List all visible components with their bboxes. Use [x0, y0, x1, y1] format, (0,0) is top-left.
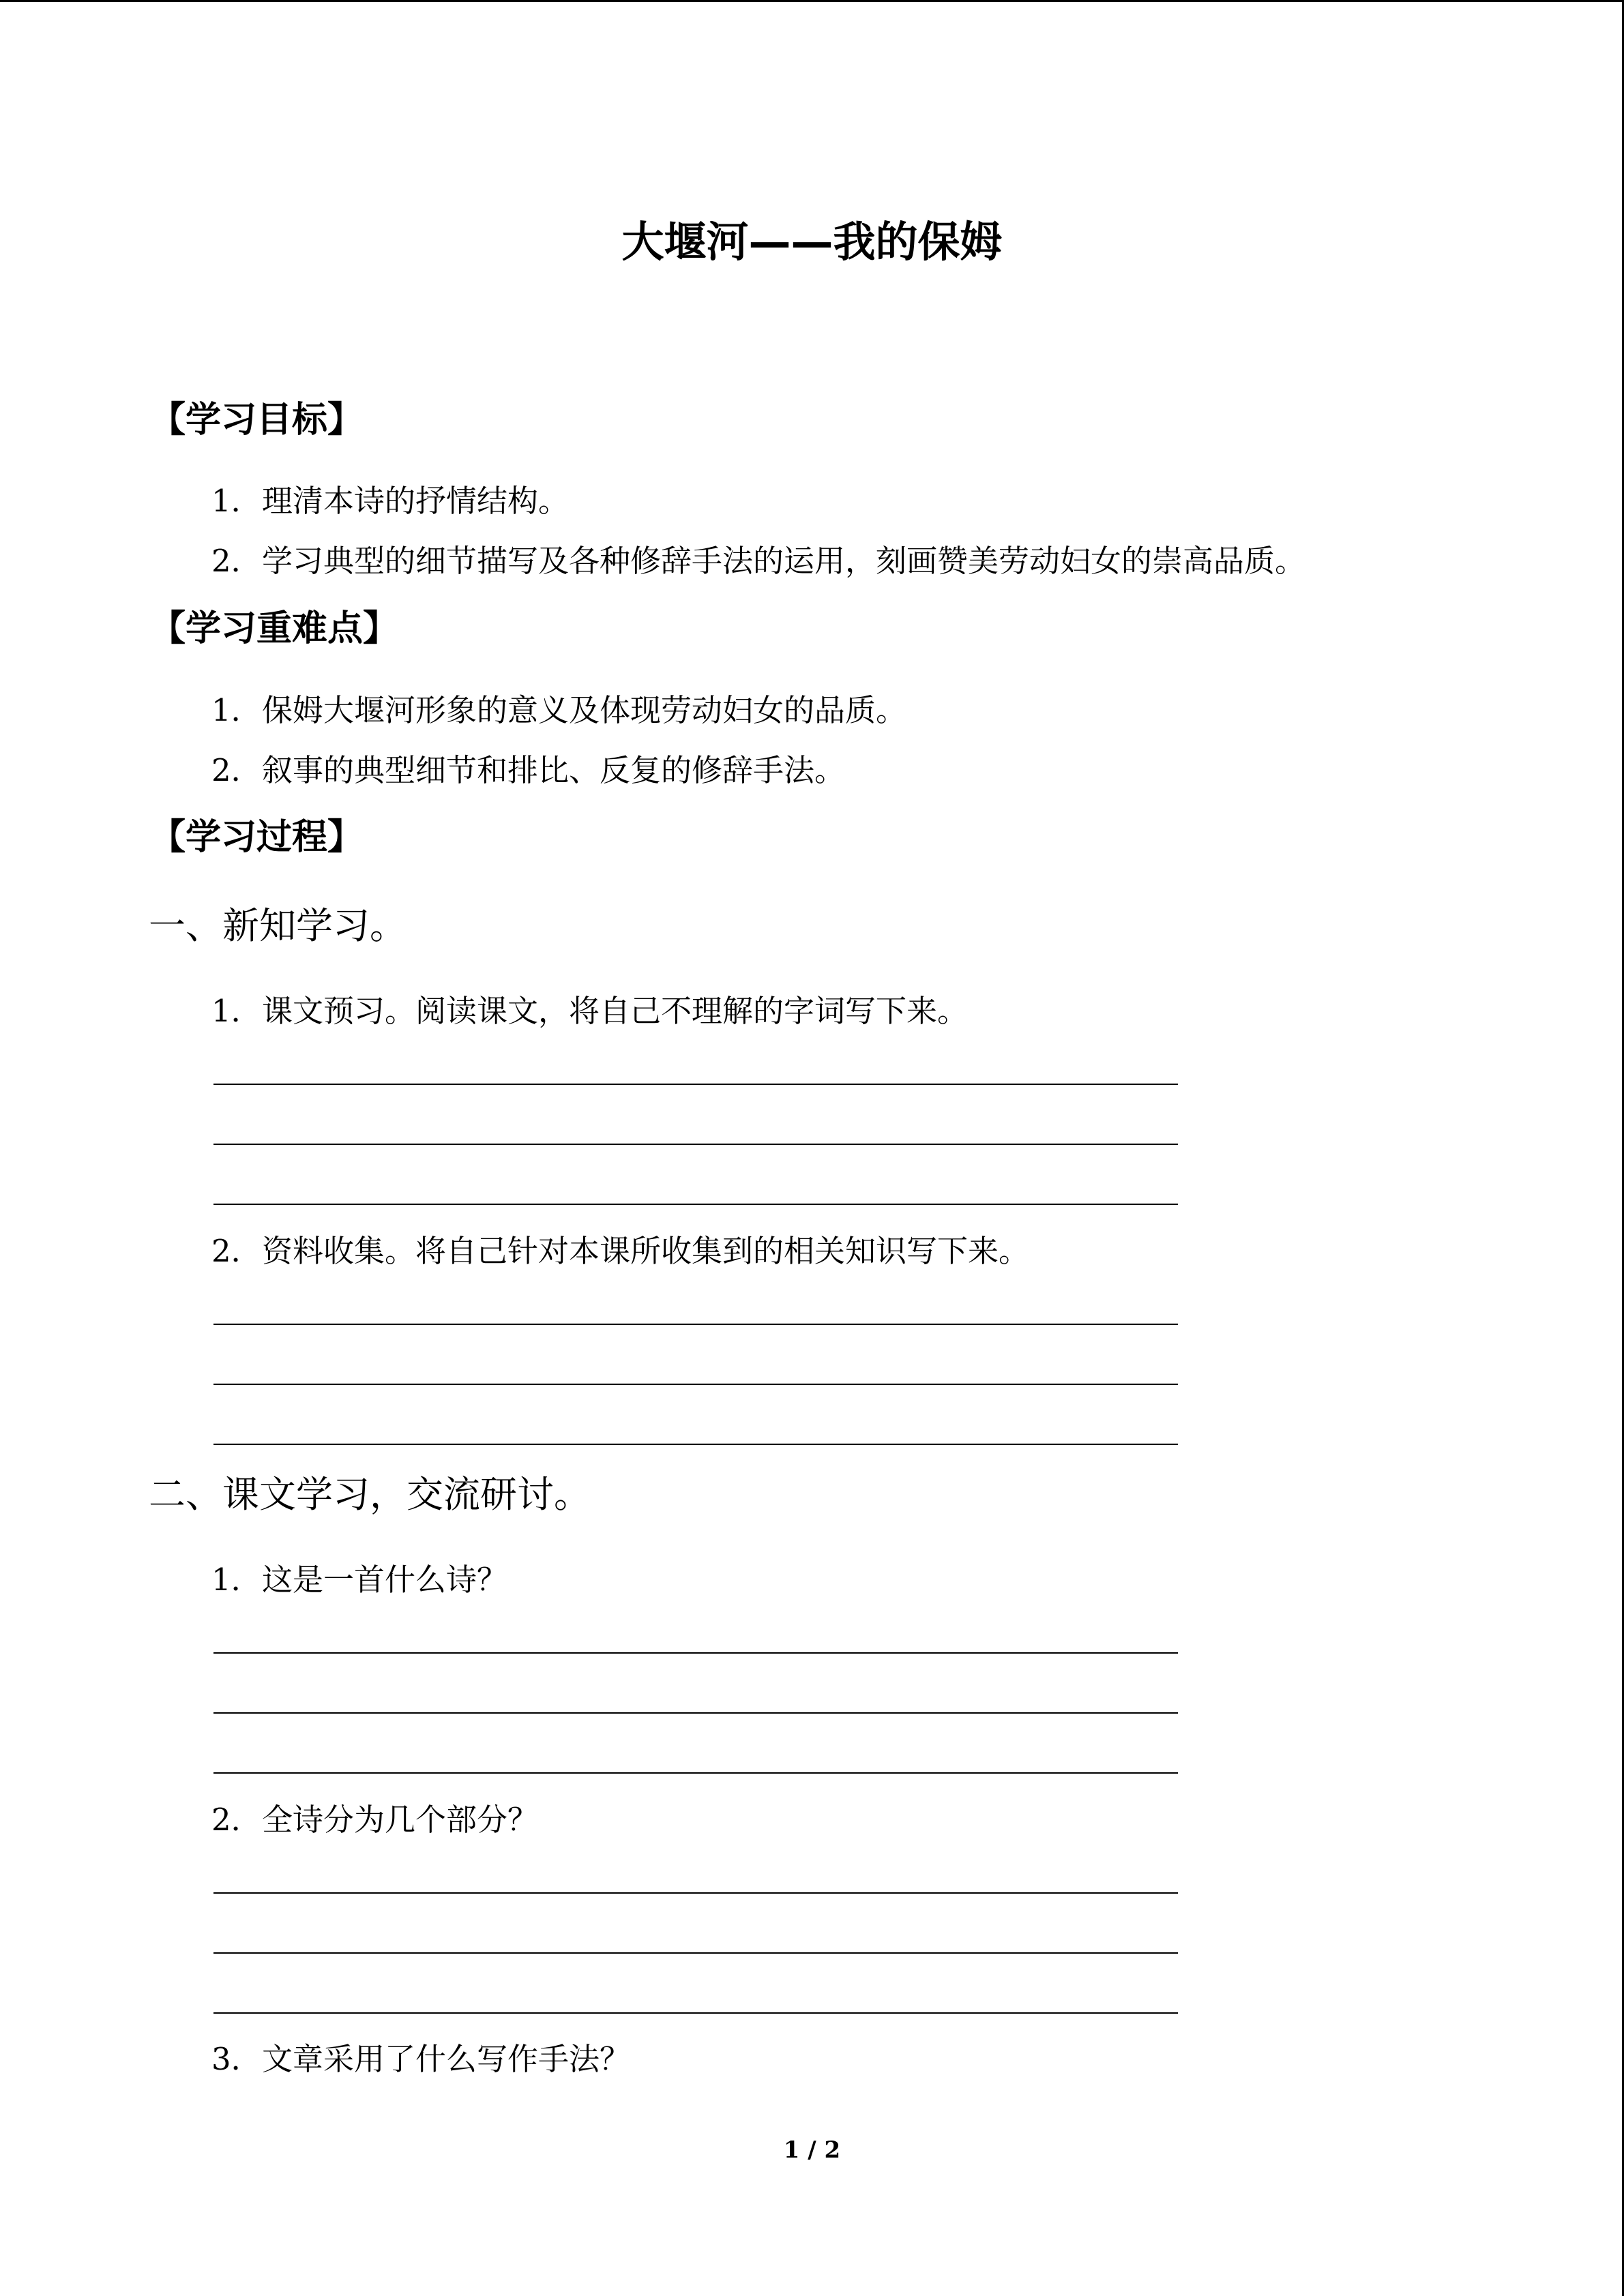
question-text: 全诗分为几个部分？ — [262, 1802, 539, 1838]
key-points-heading: 【学习重难点】 — [150, 608, 399, 649]
page-title: 大堰河——我的保姆 — [621, 217, 1003, 267]
question-text: 课文预习。阅读课文，将自己不理解的字词写下来。 — [262, 993, 969, 1029]
answer-line[interactable] — [213, 1204, 1178, 1205]
answer-line[interactable] — [213, 2012, 1178, 2014]
part1-title: 一、新知学习。 — [149, 904, 407, 947]
answer-line[interactable] — [213, 1444, 1178, 1445]
question-number: 2． — [211, 1802, 262, 1838]
answer-line[interactable] — [213, 1892, 1178, 1894]
question-number: 2． — [211, 1233, 262, 1269]
objective-item-number: 2． — [211, 543, 262, 579]
answer-line[interactable] — [213, 1772, 1178, 1774]
answer-line[interactable] — [213, 1084, 1178, 1085]
answer-line[interactable] — [213, 1144, 1178, 1145]
key-point-item-2 — [211, 747, 845, 794]
question-text: 资料收集。将自己针对本课所收集到的相关知识写下来。 — [262, 1233, 1030, 1269]
part2-question-2 — [211, 1796, 538, 1844]
page-border-top — [0, 0, 1624, 2]
part2-question-3 — [211, 2036, 630, 2083]
objective-item-text: 理清本诗的抒情结构。 — [262, 483, 570, 519]
question-number: 3． — [211, 2041, 262, 2077]
part1-question-2 — [211, 1227, 1029, 1275]
key-point-item-text: 保姆大堰河形象的意义及体现劳动妇女的品质。 — [262, 692, 907, 728]
part1-question-1 — [211, 987, 968, 1035]
answer-line[interactable] — [213, 1712, 1178, 1714]
key-point-item-number: 2． — [211, 752, 262, 788]
objectives-heading: 【学习目标】 — [150, 400, 364, 441]
objective-item-2 — [211, 537, 1305, 585]
key-point-item-text: 叙事的典型细节和排比、反复的修辞手法。 — [262, 752, 846, 788]
answer-line[interactable] — [213, 1652, 1178, 1654]
part2-title: 二、课文学习，交流研讨。 — [149, 1473, 591, 1516]
question-number: 1． — [211, 993, 262, 1029]
objective-item-1 — [211, 477, 569, 525]
answer-line[interactable] — [213, 1324, 1178, 1325]
part2-question-1 — [211, 1556, 507, 1604]
answer-line[interactable] — [213, 1952, 1178, 1954]
process-heading: 【学习过程】 — [150, 817, 364, 858]
question-text: 这是一首什么诗？ — [262, 1562, 508, 1598]
question-number: 1． — [211, 1562, 262, 1598]
objective-item-text: 学习典型的细节描写及各种修辞手法的运用，刻画赞美劳动妇女的崇高品质。 — [262, 543, 1306, 579]
answer-line[interactable] — [213, 1384, 1178, 1385]
page-number: 1 / 2 — [783, 2136, 841, 2164]
objective-item-number: 1． — [211, 483, 262, 519]
question-text: 文章采用了什么写作手法？ — [262, 2041, 631, 2077]
key-point-item-number: 1． — [211, 692, 262, 728]
key-point-item-1 — [211, 687, 906, 734]
